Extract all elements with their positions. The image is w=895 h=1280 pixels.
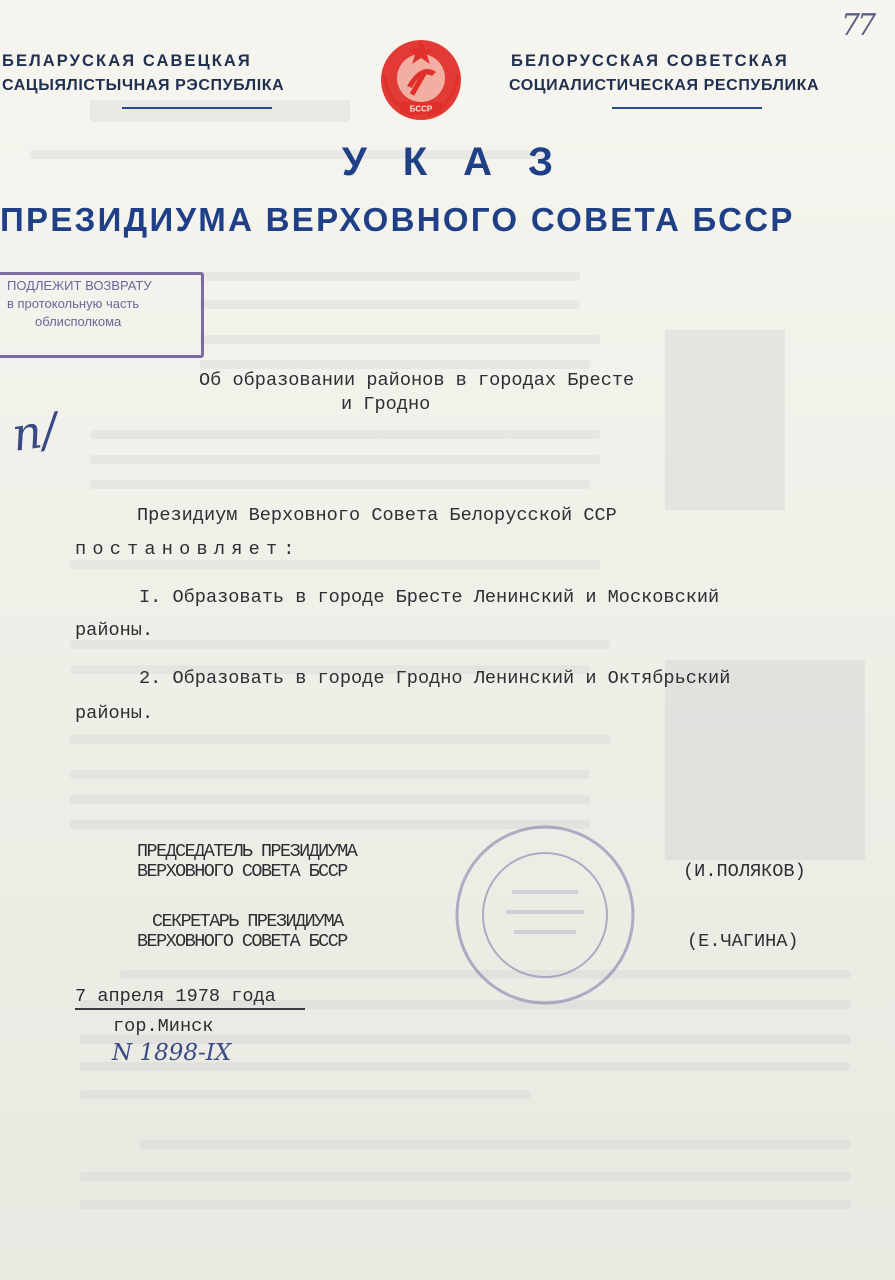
item2-line2: районы. xyxy=(75,703,154,724)
secretary-title2: ВЕРХОВНОГО СОВЕТА БССР xyxy=(137,931,347,952)
stamp-line1: ПОДЛЕЖИТ ВОЗВРАТУ xyxy=(7,278,152,293)
title-ukaz: УКАЗ xyxy=(341,140,590,184)
subject-line2: и Гродно xyxy=(341,394,431,415)
header-left-line1: БЕЛАРУСКАЯ САВЕЦКАЯ xyxy=(2,52,252,70)
item1-line1: I. Образовать в городе Бресте Ленинский и Московский xyxy=(139,587,720,608)
stamp-line3: облисполкома xyxy=(35,314,122,329)
header-right-line2: СОЦИАЛИСТИЧЕСКАЯ РЕСПУБЛИКА xyxy=(509,77,820,94)
emblem-label: БССР xyxy=(409,104,433,114)
decree-number: N 1898-IX xyxy=(112,1040,232,1066)
header-right-line1: БЕЛОРУССКАЯ СОВЕТСКАЯ xyxy=(511,52,789,70)
round-seal xyxy=(452,822,638,1008)
secretary-title1: СЕКРЕТАРЬ ПРЕЗИДИУМА xyxy=(152,911,343,932)
chair-title1: ПРЕДСЕДАТЕЛЬ ПРЕЗИДИУМА xyxy=(137,841,357,862)
header-right-rule xyxy=(612,107,762,109)
title-presidium: ПРЕЗИДИУМА ВЕРХОВНОГО СОВЕТА БССР xyxy=(0,201,795,238)
return-stamp xyxy=(0,272,204,358)
header-left-rule xyxy=(122,107,272,109)
subject-line1: Об образовании районов в городах Бресте xyxy=(199,370,635,391)
page-number: 77 xyxy=(841,8,874,43)
item2-line1: 2. Образовать в городе Гродно Ленинский и Октябрьский xyxy=(139,668,731,689)
header-left-line2: САЦЫЯЛІСТЫЧНАЯ РЭСПУБЛІКА xyxy=(2,77,285,94)
bssr-emblem-icon xyxy=(374,34,468,124)
chair-title2: ВЕРХОВНОГО СОВЕТА БССР xyxy=(137,861,347,882)
decree-place: гор.Минск xyxy=(113,1016,214,1037)
margin-handwritten-note: п/ xyxy=(8,402,61,462)
decree-date: 7 апреля 1978 года xyxy=(75,986,276,1007)
secretary-name: (Е.ЧАГИНА) xyxy=(687,931,799,952)
item1-line2: районы. xyxy=(75,620,154,641)
chair-name: (И.ПОЛЯКОВ) xyxy=(683,861,806,882)
body-decree-word: постановляет: xyxy=(75,539,301,560)
body-intro: Президиум Верховного Совета Белорусской ССР xyxy=(137,505,617,526)
stamp-line2: в протокольную часть xyxy=(7,296,140,311)
date-underline xyxy=(75,1008,305,1010)
